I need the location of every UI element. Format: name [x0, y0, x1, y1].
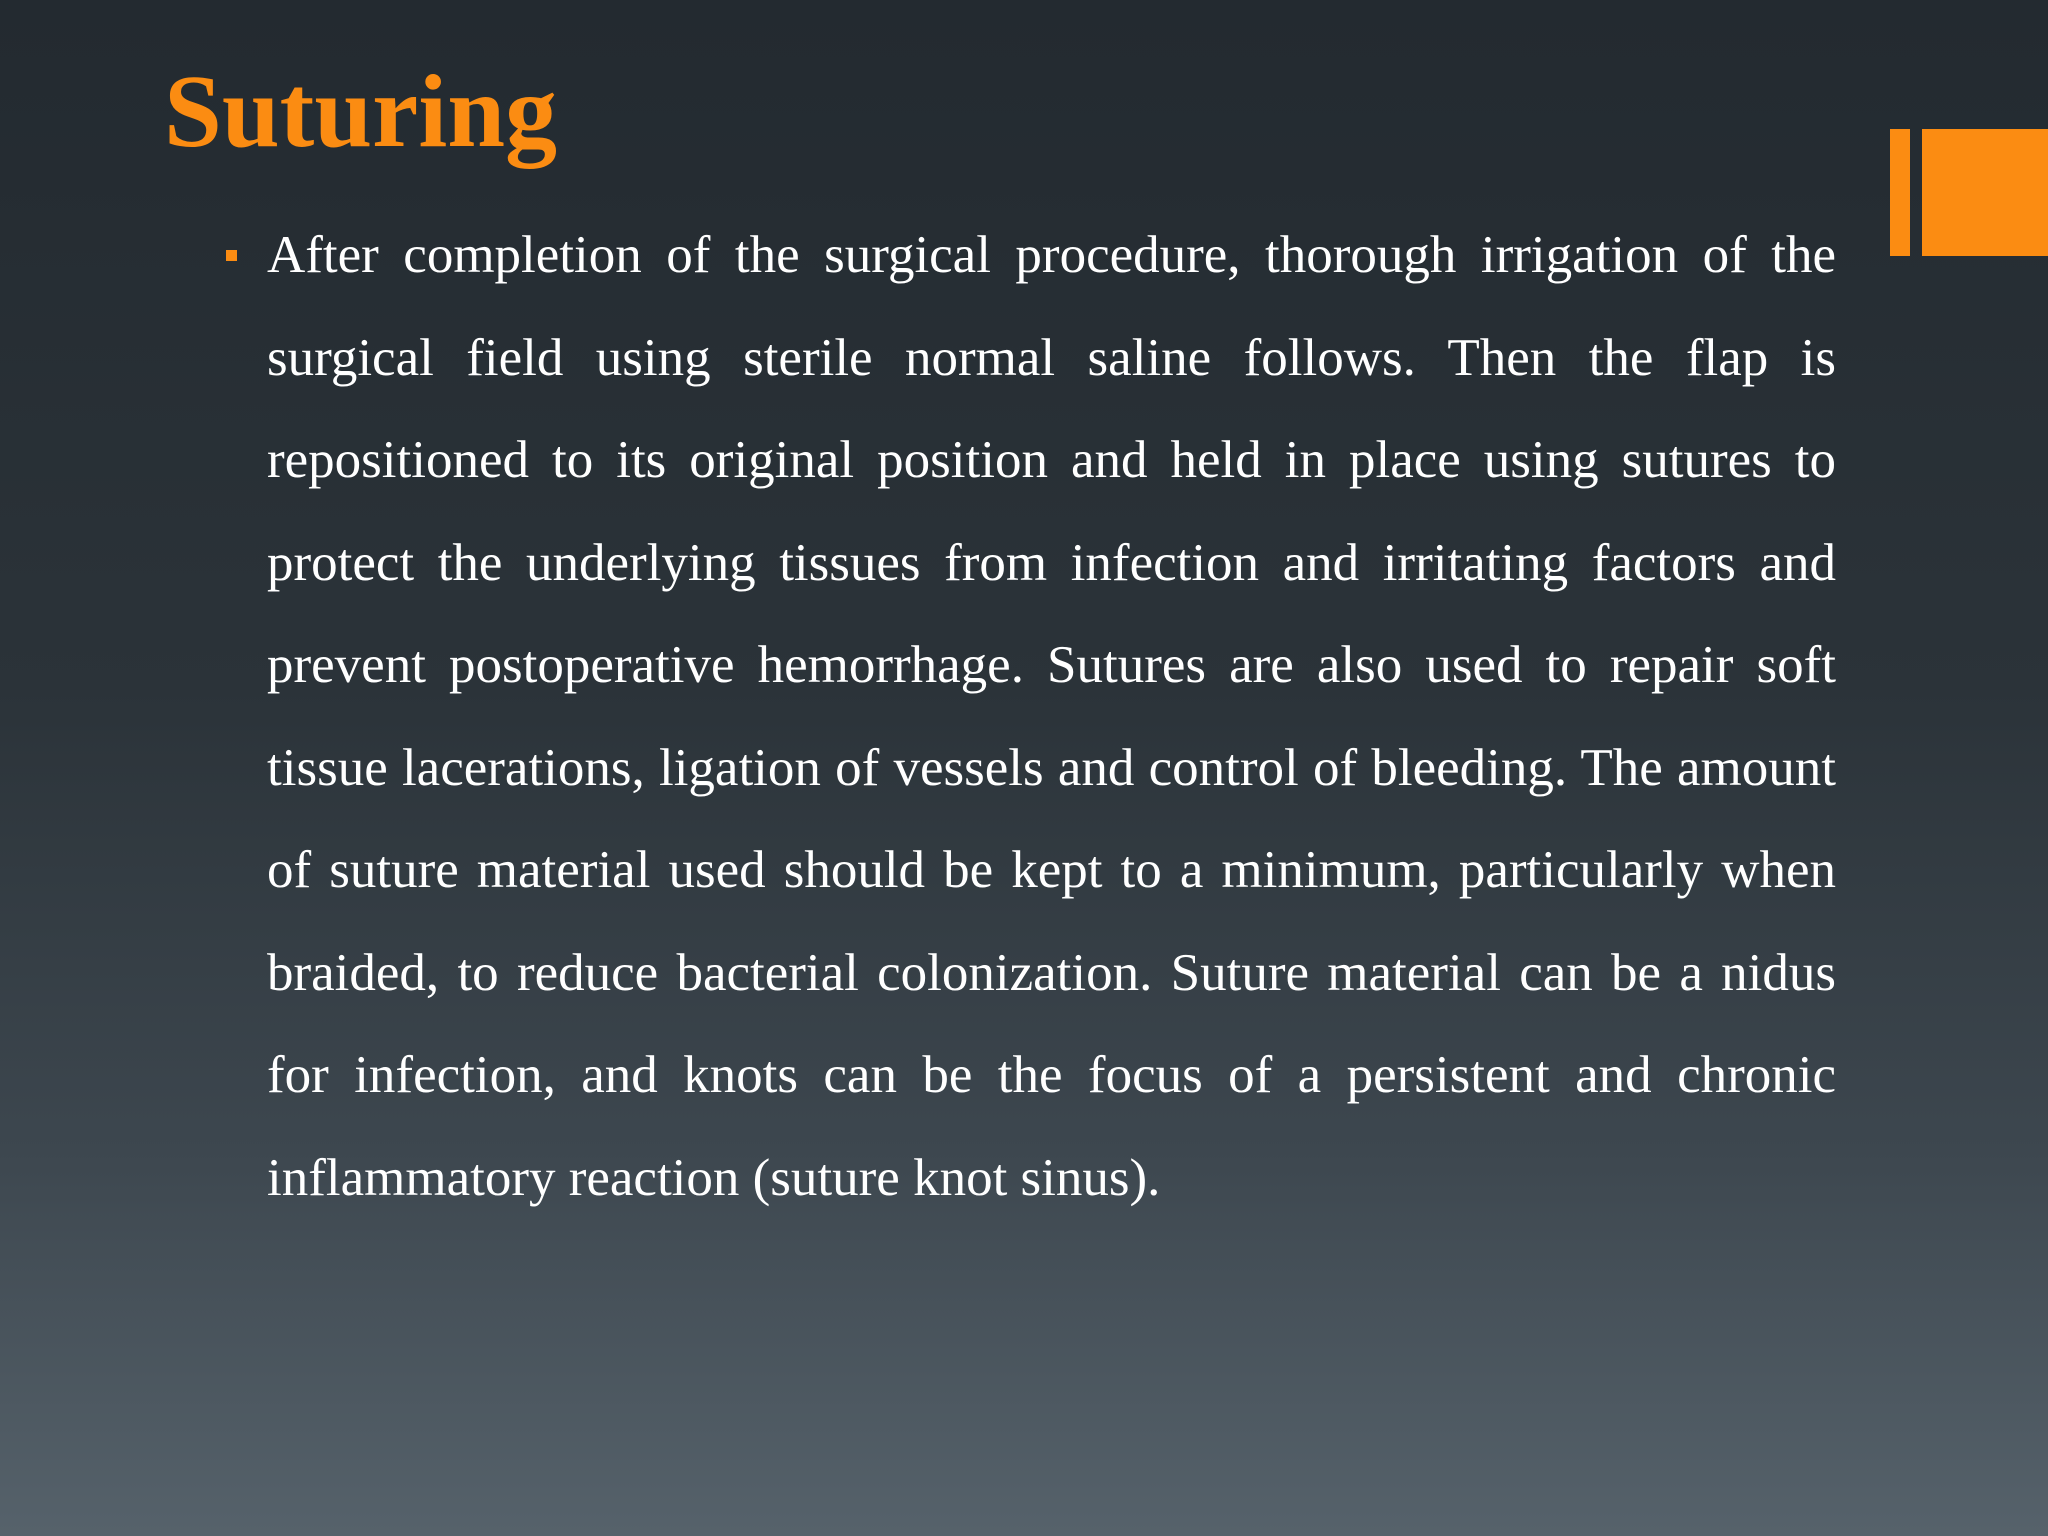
bullet-item — [226, 204, 1836, 1229]
accent-bar-block — [1922, 129, 2048, 256]
bullet-list — [226, 204, 1836, 1229]
square-bullet-icon — [226, 250, 237, 261]
bullet-text: After completion of the surgical procedure, thorough irrigation of the surgical field using sterile normal saline follows. Then the flap is repositioned to its original position and held in place using sutures to protect the underlying tissues from infection and irritating factors and prevent postoperative hemorrhage. Sutures are also used to repair soft tissue lacerations, ligation of vessels and control of bleeding. The amount of suture material used should be kept to a minimum, particularly when braided, to reduce bacterial colonization. Suture material can be a nidus for infection, and knots can be the focus of a persistent and chronic inflammatory reaction (suture knot sinus). — [267, 226, 1836, 1207]
slide-title: Suturing — [164, 54, 558, 169]
accent-bar-thin — [1890, 129, 1910, 256]
